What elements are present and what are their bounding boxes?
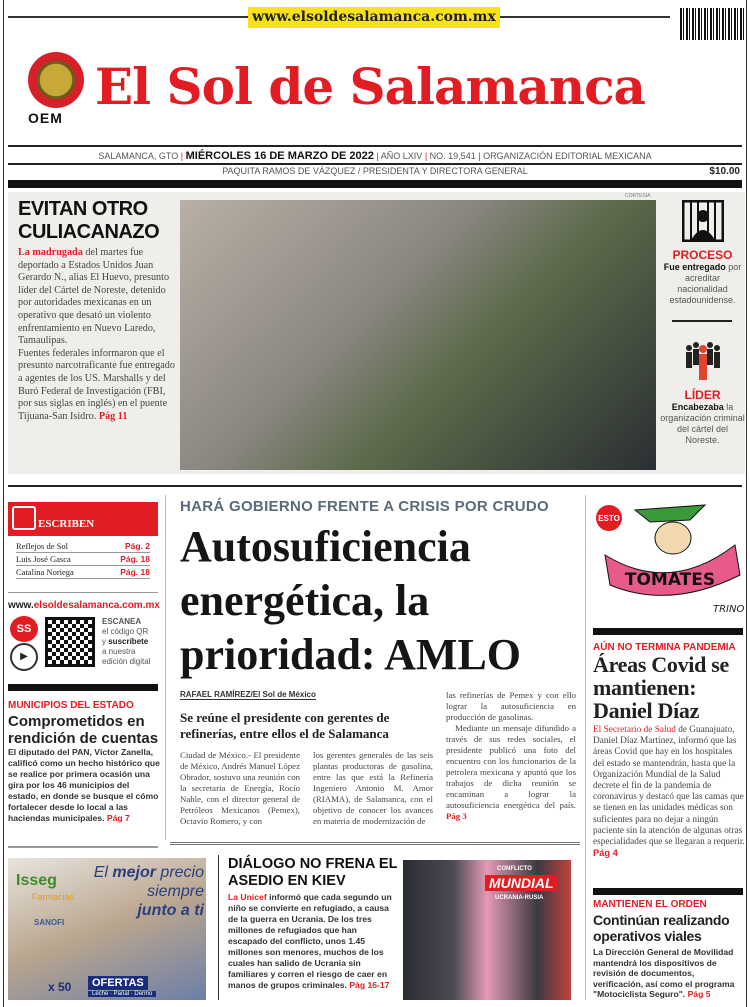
kiev-story (228, 856, 398, 991)
kicker: AÚN NO TERMINA PANDEMIA (593, 642, 736, 653)
main-headline[interactable]: Autosuficiencia energética, la prioridad: AMLO (180, 522, 522, 679)
sun-emblem-logo (28, 52, 84, 108)
black-bar (593, 628, 743, 635)
site-domain: elsoldesalamanca.com.mx (33, 600, 160, 611)
play-icon[interactable]: ▶ (10, 643, 38, 671)
ad-brand-sub: Farmacias (32, 892, 75, 902)
sidebar-lider (660, 340, 745, 446)
cartoonist-signature: TRINO (713, 604, 745, 615)
viales-story (593, 899, 745, 1000)
body-text: del martes fue deportado a Estados Unidos Juan Gerardo N., alias El Huevo, presunto líder del Cártel de Noreste, detenido por autoridades mexicanas en un operativo que desató un violento enfrentamiento en Nuevo Laredo, Tamaulipas. (18, 247, 170, 347)
page-ref: Pág. 2 (124, 541, 150, 551)
covid-story (593, 642, 745, 860)
list-item[interactable] (16, 566, 150, 579)
columnists-list (16, 540, 150, 579)
oem-logo: OEM (28, 110, 63, 126)
director: PAQUITA RAMOS DE VÁZQUEZ / PRESIDENTA Y DIRECTORA GENERAL (222, 166, 528, 176)
divider (8, 163, 742, 165)
ad-slogan (78, 863, 204, 920)
main-body-col1: Ciudad de México.- El presidente de México, Andrés Manuel López Obrador, sostuvo una reunión con la secretaria de Energía, Rocío Nahle, con el director general de Petróleos Mexicanos (Pemex), Octavio Romero, y con (180, 750, 300, 826)
divider (8, 846, 158, 848)
site-prefix: www. (8, 600, 34, 611)
sidebar-title: LÍDER (684, 388, 721, 402)
main-body-col3 (446, 690, 576, 822)
slogan-part: precio siempre (147, 864, 204, 900)
website-url[interactable]: www.elsoldesalamanca.com.mx (248, 7, 500, 28)
lede: El Secretario de Salud (593, 725, 676, 735)
photo-label-sub: UCRANIA-RUSIA (495, 895, 544, 901)
photo-credit: CORTESÍA (625, 193, 651, 199)
black-bar (8, 180, 742, 188)
main-subhead: Se reúne el presidente con gerentes de refinerías, entre ellos el de Salamanca (180, 710, 390, 741)
main-body-col2: los gerentes generales de las seis plantas productoras de gasolina, entre las que está la Refinería Ingeniero Antonio M. Amor (RIAMA), de Salamanca, con el objetivo de conocer los avances en materia de modernización de (313, 750, 433, 826)
jail-icon (682, 200, 724, 242)
escriben-header: ESCRIBEN (8, 502, 158, 536)
scan-line: a nuestra edición digital (102, 647, 151, 666)
body-text: las refinerías de Pemex y con ello lograr la autosuficiencia en producción de gasolinas. (446, 690, 576, 722)
headline[interactable]: Comprometidos en rendición de cuentas (8, 713, 159, 747)
body-text: El diputado del PAN, Víctor Zanella, calificó como un hecho histórico que se realice por primera ocasión una gira por los 46 municipios del estado, en donde se busque el cómo fortalecer desde lo local a las haciendas municipales. (8, 747, 160, 823)
kicker: MANTIENEN EL ORDEN (593, 899, 707, 910)
ad-categories: Leche · Pañal · Dermo (88, 991, 156, 997)
headline[interactable]: DIÁLOGO NO FRENA EL ASEDIO EN KIEV (228, 856, 398, 889)
subscribe-text: suscríbete (108, 637, 149, 646)
ad-price: x 50 (48, 980, 72, 994)
black-bar (8, 684, 158, 691)
lead-photo[interactable] (180, 200, 656, 470)
body-text: informó que cada segundo un niño se convierte en refugiado, a causa de la guerra en Ucrania. De los tres millones de refugiados que han escapado del conflicto, unos 1.45 millones son menores, muchos de los cuales han salido de Ucrania sin familiares y corren el riesgo de caer en manos de grupos criminales. (228, 892, 392, 990)
page-border (3, 0, 4, 1007)
dateline: SALAMANCA, GTO | MIÉRCOLES 16 DE MARZO DE 2022 | AÑO LXIV | NO. 19,541 | ORGANIZACIÓN EDITORIAL MEXICANA (98, 150, 652, 162)
page-ref: Pág. 18 (120, 554, 150, 564)
slogan-part: junto a ti (137, 902, 204, 919)
slogan-part: El (93, 864, 113, 881)
columnist-name: Reflejos de Sol (16, 541, 68, 551)
pharmacy-ad[interactable] (8, 858, 206, 1000)
page-ref[interactable]: Pág 5 (687, 989, 711, 999)
main-kicker: HARÁ GOBIERNO FRENTE A CRISIS POR CRUDO (180, 498, 549, 515)
body-text: de Guanajuato, Daniel Díaz Martínez, informó que las áreas Covid que hay en los hospitales del estado se mantendrán, hasta que la Organización Mundial de la Salud decrete el fin de la pandemia de coronavirus y destacó que las camas que se tienen en las unidades médicas son suficientes para no dejar a ningún paciente sin la atención de algunas otras especialidades que se llegaran a requerir. (593, 725, 745, 848)
cartoon-banner: TOMATES (624, 570, 716, 590)
sidebar-text: la organización criminal del cártel del Noreste. (660, 402, 745, 445)
qr-code[interactable] (45, 617, 95, 667)
column-rule (218, 855, 219, 1000)
masthead: El Sol de Salamanca (95, 57, 645, 116)
slogan-part: mejor (112, 864, 156, 881)
page-ref[interactable]: Pág 7 (106, 813, 130, 823)
scan-line: el código QR (102, 627, 149, 636)
price: $10.00 (709, 166, 740, 177)
page-ref[interactable]: Pág 4 (593, 848, 618, 859)
barcode (680, 8, 744, 40)
year: AÑO LXIV (380, 151, 423, 161)
lead-body (18, 247, 176, 423)
divider (8, 592, 158, 593)
body-text: Mediante un mensaje difundido a través de sus redes sociales, el presidente publicó una foto del encuentro con los funcionarios de la petrolera mexicana y apuntó que los trabajos de dicha reunión se encaminan a lograr la autosuficiencia energética del país. (446, 723, 576, 810)
scan-line: y (102, 637, 109, 646)
page-border (746, 0, 747, 1007)
scan-text (102, 617, 162, 667)
lead-headline[interactable]: EVITAN OTRO CULIACANAZO (18, 198, 160, 243)
columnist-name: Luis José Gasca (16, 554, 71, 564)
sidebar-text: por acreditar nacionalidad estadounidense. (669, 262, 742, 305)
ad-brand-logo: Isseg (16, 872, 57, 889)
column-rule (165, 495, 166, 840)
site-link[interactable] (8, 600, 160, 611)
list-item[interactable] (16, 540, 150, 553)
kicker: MUNICIPIOS DEL ESTADO (8, 700, 134, 711)
issue-number: NO. 19,541 (429, 151, 476, 161)
page-ref[interactable]: Pág 16-17 (349, 980, 390, 990)
black-bar (593, 888, 743, 895)
body-text: La Dirección General de Movilidad mantendrá los dispositivos de revisión de documentos, verificación, así como el programa "Motociclista Seguro". (593, 947, 735, 999)
leader-group-icon (682, 340, 724, 382)
headline[interactable]: Continúan realizando operativos viales (593, 912, 730, 944)
organization: ORGANIZACIÓN EDITORIAL MEXICANA (483, 151, 652, 161)
divider (8, 485, 742, 487)
sidebar-bold: Encabezaba (671, 402, 724, 412)
esto-badge: ESTO (598, 514, 620, 523)
city: SALAMANCA, GTO (98, 151, 179, 161)
divider (672, 320, 732, 322)
page-ref[interactable]: Pág 11 (98, 410, 128, 422)
partner-logo: SANOFI (34, 918, 65, 927)
ad-ofertas: OFERTAS (88, 976, 148, 990)
headline[interactable]: Áreas Covid se mantienen: Daniel Díaz (593, 652, 729, 723)
divider (170, 842, 580, 845)
list-item[interactable] (16, 553, 150, 566)
municipios-story (8, 700, 160, 824)
sidebar-proceso (660, 200, 745, 306)
photo-label-top: CONFLICTO (497, 866, 532, 872)
lede: La Unicef (228, 892, 267, 902)
columnist-name: Catalina Noriega (16, 567, 74, 577)
sidebar-bold: Fue entregado (663, 262, 726, 272)
tomates-cartoon[interactable] (595, 500, 745, 620)
column-rule (585, 495, 586, 1000)
sidebar-title: PROCESO (672, 248, 733, 262)
ukraine-photo[interactable] (403, 860, 571, 1000)
body-text: Fuentes federales informaron que el presunto narcotraficante fue entregado a agentes de los US. Marshalls y del Buró Federal de Investigación (FBI, por sus siglas en inglés) en el puente Tijuana-San Isidro. (18, 347, 175, 422)
page-ref[interactable]: Pág 3 (446, 811, 467, 821)
divider (8, 145, 742, 147)
byline: RAFAEL RAMÍREZ/El Sol de México (180, 690, 316, 699)
scan-title: ESCANEA (102, 617, 142, 626)
lede: La madrugada (18, 247, 83, 258)
issue-date: MIÉRCOLES 16 DE MARZO DE 2022 (185, 150, 374, 162)
photo-label: MUNDIAL (485, 875, 558, 891)
ss-logo: SS (10, 616, 38, 642)
page-ref: Pág. 18 (120, 567, 150, 577)
pen-icon (12, 506, 36, 530)
